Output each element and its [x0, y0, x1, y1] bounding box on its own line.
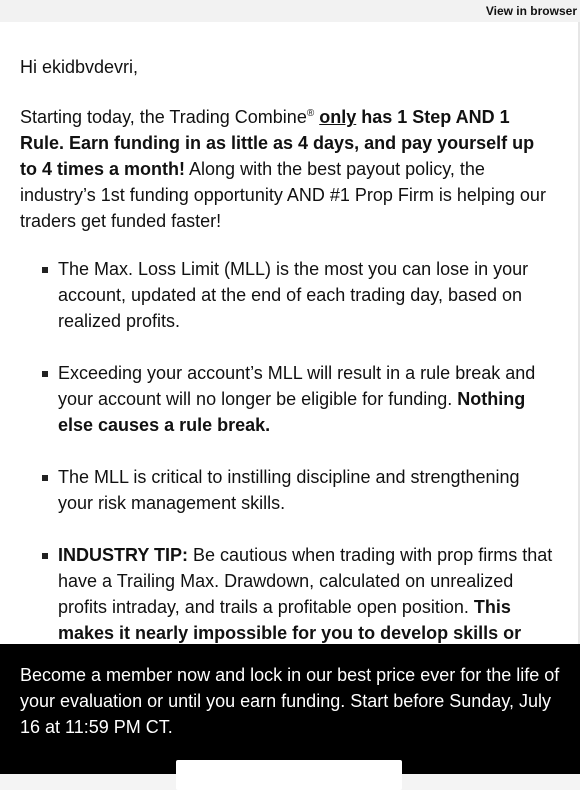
email-content — [0, 22, 578, 672]
intro-bold: has 1 Step AND 1 Rule. Earn funding in as little as 4 days, and pay yourself up to 4 times a month! — [20, 107, 535, 179]
list-item-text: The MLL is critical to instilling discipline and strengthening your risk management skills. — [58, 467, 520, 513]
list-item — [58, 256, 556, 334]
intro-paragraph — [20, 104, 556, 234]
cta-button[interactable] — [176, 760, 402, 790]
list-item-bold: This makes it nearly impossible for you to develop skills or — [58, 597, 522, 643]
promo-text: Become a member now and lock in our best price ever for the life of your evaluation or until you earn funding. Start before Sunday, July 16 at 11:59 PM CT. — [20, 665, 560, 737]
greeting: Hi ekidbvdevri, — [20, 57, 139, 77]
rules-list — [20, 256, 556, 672]
intro-rest: Along with the best payout policy, the industry’s 1st funding opportunity AND #1 Prop Firm is helping our traders get funded faster! — [20, 159, 546, 231]
list-item-text: The Max. Loss Limit (MLL) is the most you can lose in your account, updated at the end of each trading day, based on realized profits. — [58, 259, 529, 331]
list-item-text: Be cautious when trading with prop firms that have a Trailing Max. Drawdown, calculated on unrealized profits intraday, and trails a profitable open position. — [58, 545, 553, 617]
list-item-bold: Nothing else causes a rule break. — [58, 389, 526, 435]
registered-mark: ® — [306, 108, 315, 119]
list-item — [58, 464, 556, 516]
list-item — [58, 360, 556, 438]
intro-only: only — [319, 107, 357, 127]
list-item-text: Exceeding your account’s MLL will result in a rule break and your account will no longer be eligible for funding. — [58, 363, 536, 409]
view-in-browser-link[interactable]: View in browser — [485, 4, 577, 18]
top-bar — [0, 0, 580, 22]
email-body — [0, 22, 580, 644]
promo-section — [0, 644, 580, 774]
industry-tip-label: INDUSTRY TIP: — [58, 545, 189, 565]
intro-part1: Starting today, the Trading Combine — [20, 107, 307, 127]
